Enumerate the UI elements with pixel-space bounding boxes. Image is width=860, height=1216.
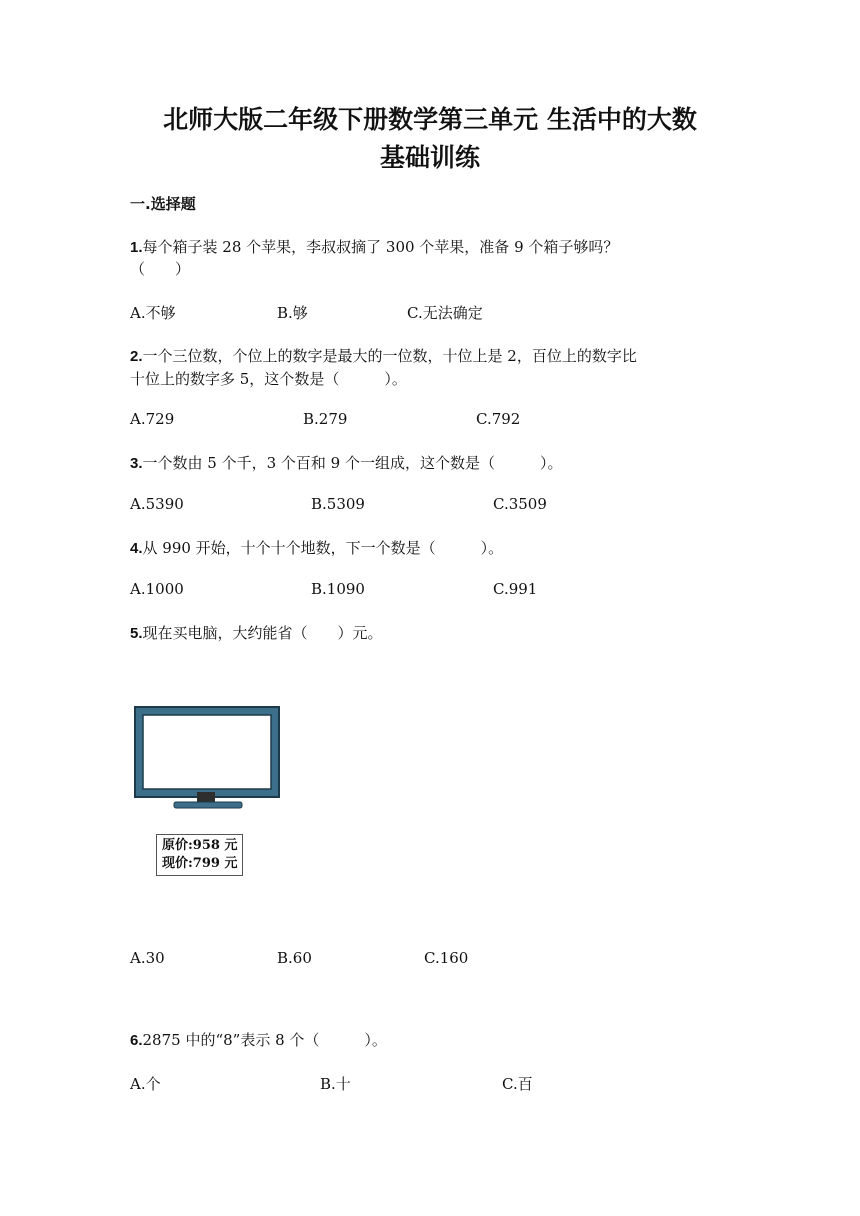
question-text: 现在买电脑，大约能省（ ）元。 [142,624,383,642]
option-b[interactable]: B.1090 [311,580,365,598]
option-c[interactable]: C.991 [493,580,538,598]
page-title: 北师大版二年级下册数学第三单元 生活中的大数 [163,105,697,134]
computer-monitor-icon [134,706,282,810]
question-2 [130,345,637,368]
question-number: 6. [130,1032,143,1049]
section-heading: 一.选择题 [130,195,196,213]
option-c[interactable]: C.792 [476,410,521,428]
page-subtitle: 基础训练 [379,143,480,172]
question-1-blank: （ ） [130,260,191,278]
question-text: 每个箱子装 28 个苹果，李叔叔摘了 300 个苹果，准备 9 个箱子够吗？ [142,238,619,256]
option-b[interactable]: B.5309 [311,495,365,513]
option-b[interactable]: B.60 [277,949,312,967]
question-text: 一个数由 5 个千，3 个百和 9 个一组成，这个数是（ ）。 [142,454,563,472]
current-price: 现价:799 元 [162,856,238,871]
question-number: 3. [130,455,143,472]
question-1 [130,236,618,259]
question-number: 5. [130,625,143,642]
option-a[interactable]: A.729 [130,410,175,428]
option-b[interactable]: B.279 [303,410,348,428]
price-tag [156,834,243,876]
option-b[interactable]: B.十 [320,1075,351,1093]
question-number: 2. [130,348,143,365]
option-c[interactable]: C.百 [502,1075,533,1093]
question-text: 一个三位数，个位上的数字是最大的一位数，十位上是 2，百位上的数字比 [142,347,637,365]
option-a[interactable]: A.不够 [130,304,176,322]
original-price: 原价:958 元 [162,838,238,853]
option-a[interactable]: A.1000 [130,580,184,598]
option-c[interactable]: C.160 [424,949,469,967]
option-a[interactable]: A.个 [130,1075,161,1093]
option-c[interactable]: C.3509 [493,495,547,513]
question-text: 从 990 开始，十个十个地数，下一个数是（ ）。 [142,539,504,557]
question-number: 1. [130,239,143,256]
question-2-line2: 十位上的数字多 5，这个数是（ ）。 [130,370,407,388]
question-4 [130,537,503,560]
question-3 [130,452,563,475]
option-a[interactable]: A.5390 [130,495,184,513]
option-c[interactable]: C.无法确定 [407,304,483,322]
option-a[interactable]: A.30 [130,949,165,967]
question-5 [130,622,383,645]
question-6 [130,1029,387,1052]
option-b[interactable]: B.够 [277,304,308,322]
question-number: 4. [130,540,143,557]
question-text: 2875 中的“8”表示 8 个（ ）。 [142,1031,387,1049]
